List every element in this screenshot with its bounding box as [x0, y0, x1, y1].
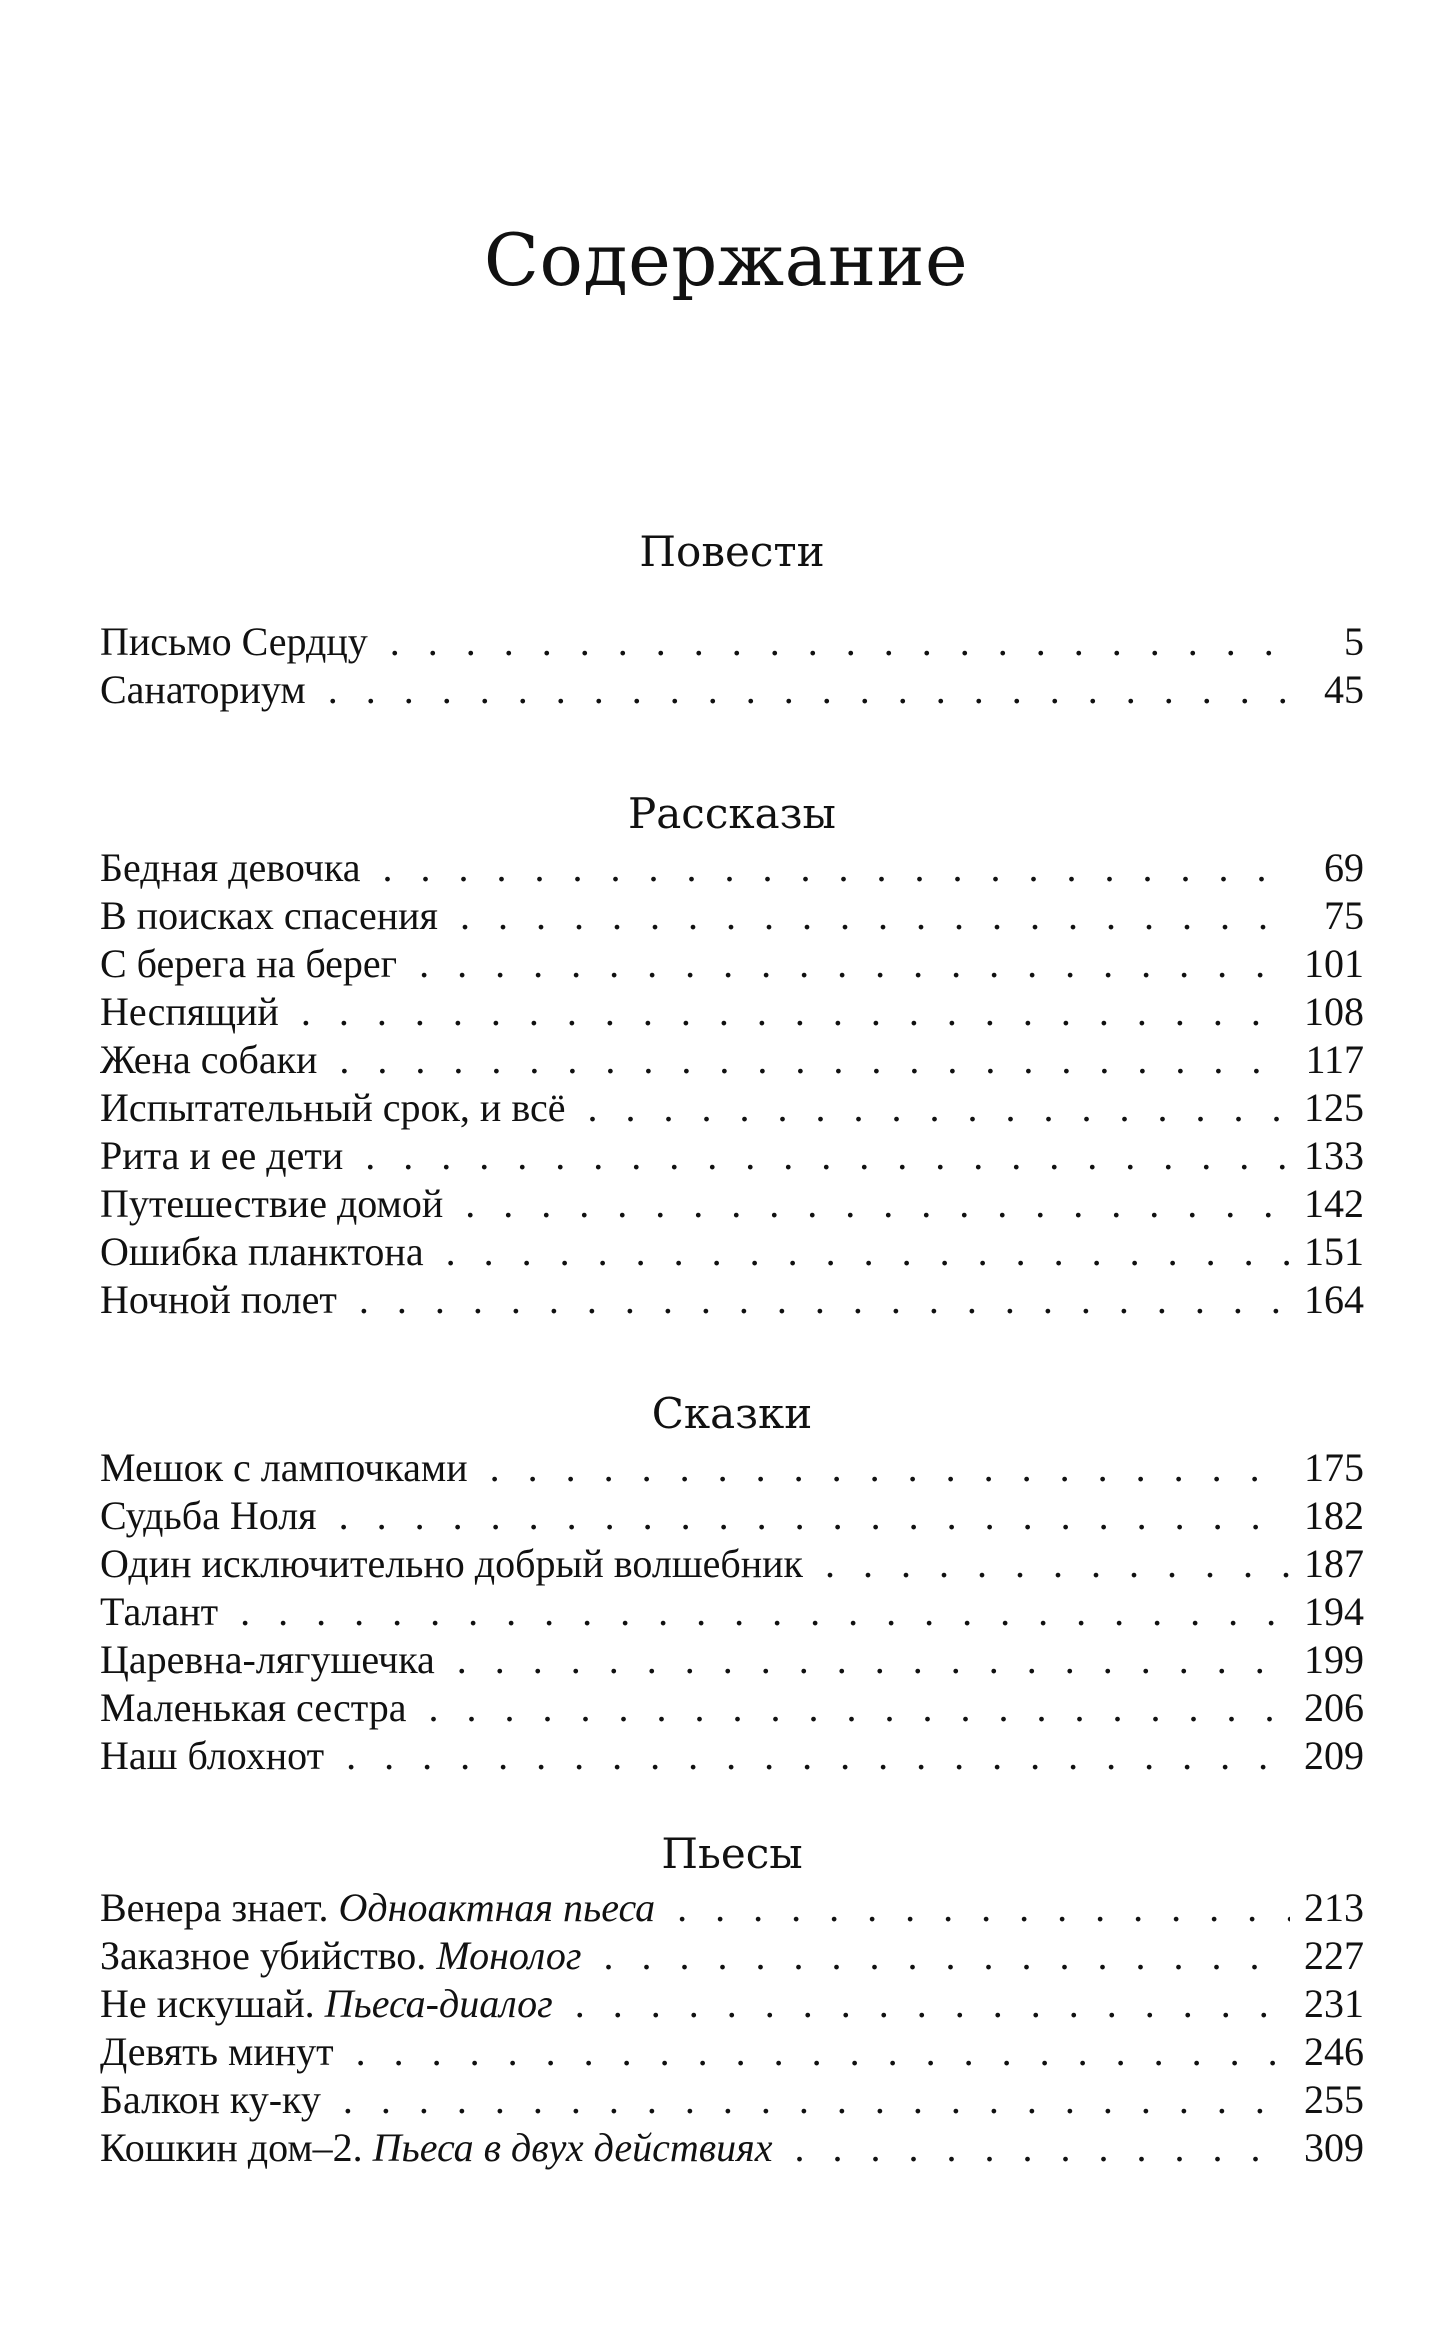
toc-entry-title-text: Балкон ку-ку: [100, 2077, 321, 2122]
toc-entry[interactable]: [100, 1684, 1364, 1732]
toc-entry-page-number: 213: [1304, 1885, 1364, 1930]
toc-entry[interactable]: [100, 618, 1364, 666]
toc-entry-title-text: Письмо Сердцу: [100, 619, 368, 664]
toc-entry-page-number: 133: [1304, 1133, 1364, 1178]
toc-entry[interactable]: [100, 2076, 1364, 2124]
toc-entry-page-number: 194: [1304, 1589, 1364, 1634]
toc-entry-title: [100, 1084, 566, 1132]
toc-entry[interactable]: [100, 1036, 1364, 1084]
toc-entry[interactable]: [100, 1276, 1364, 1324]
toc-entry-page-number: 151: [1304, 1229, 1364, 1274]
toc-entry-title: [100, 1228, 424, 1276]
dot-leader: [603, 1932, 1290, 1980]
toc-entry-title-text: Жена собаки: [100, 1037, 318, 1082]
toc-entry-title: [100, 1180, 443, 1228]
toc-entry-title: [100, 1932, 581, 1980]
toc-entry-subtitle: Пьеса в двух действиях: [372, 2125, 773, 2170]
toc-entry-title: [100, 1444, 468, 1492]
toc-entry-title: [100, 2028, 334, 2076]
toc-entry-title: [100, 940, 397, 988]
toc-entry-title: [100, 988, 279, 1036]
toc-entry-subtitle: Пьеса-диалог: [324, 1981, 553, 2026]
dot-leader: [365, 1132, 1290, 1180]
toc-entry-page-number: 101: [1304, 941, 1364, 986]
toc-entry-subtitle: Монолог: [436, 1933, 582, 1978]
toc-entry-title: [100, 1588, 218, 1636]
dot-leader: [339, 1492, 1290, 1540]
toc-list: [100, 618, 1364, 714]
toc-entry[interactable]: [100, 1180, 1364, 1228]
toc-entry[interactable]: [100, 988, 1364, 1036]
toc-entry[interactable]: [100, 2028, 1364, 2076]
dot-leader: [457, 1636, 1290, 1684]
toc-entry-title: [100, 1636, 435, 1684]
toc-entry-title: [100, 1980, 553, 2028]
dot-leader: [390, 618, 1290, 666]
toc-entry-title-text: Талант: [100, 1589, 219, 1634]
toc-entry-title-text: С берега на берег: [100, 941, 398, 986]
toc-entry-page-number: 108: [1304, 989, 1364, 1034]
dot-leader: [346, 1732, 1290, 1780]
toc-entry-title-text: Испытательный срок, и всё: [100, 1085, 566, 1130]
toc-entry-title-text: Мешок с лампочками: [100, 1445, 468, 1490]
toc-entry-page-number: 117: [1305, 1037, 1364, 1082]
toc-entry-page-number: 5: [1344, 619, 1364, 664]
toc-entry-title-text: Рита и ее дети: [100, 1133, 344, 1178]
toc-entry-title-text: В поисках спасения: [100, 893, 438, 938]
toc-entry[interactable]: [100, 1084, 1364, 1132]
toc-entry-page-number: 231: [1304, 1981, 1364, 2026]
toc-entry[interactable]: [100, 1588, 1364, 1636]
toc-entry-title-text: Кошкин дом–2.: [100, 2125, 363, 2170]
dot-leader: [490, 1444, 1290, 1492]
toc-entry-page-number: 75: [1324, 893, 1364, 938]
toc-entry-title-text: Наш блохнот: [100, 1733, 325, 1778]
toc-entry-title: [100, 1132, 343, 1180]
toc-entry-title-text: Один исключительно добрый волшебник: [100, 1541, 803, 1586]
toc-entry-title: [100, 1036, 317, 1084]
dot-leader: [428, 1684, 1290, 1732]
toc-entry[interactable]: [100, 1540, 1364, 1588]
dot-leader: [575, 1980, 1290, 2028]
page-title: Содержание: [483, 218, 969, 302]
toc-entry-page-number: 246: [1304, 2029, 1364, 2074]
toc-entry-page-number: 142: [1304, 1181, 1364, 1226]
toc-entry[interactable]: [100, 844, 1364, 892]
dot-leader: [794, 2124, 1290, 2172]
dot-leader: [419, 940, 1290, 988]
toc-entry-page-number: 164: [1304, 1277, 1364, 1322]
section-heading: Сказки: [651, 1389, 813, 1438]
toc-entry-page-number: 209: [1304, 1733, 1364, 1778]
dot-leader: [359, 1276, 1290, 1324]
toc-list: [100, 844, 1364, 1324]
toc-entry-title: [100, 1276, 337, 1324]
toc-entry-page-number: 187: [1304, 1541, 1364, 1586]
toc-entry-title: [100, 1884, 655, 1932]
dot-leader: [339, 1036, 1290, 1084]
toc-entry[interactable]: [100, 892, 1364, 940]
toc-entry[interactable]: [100, 2124, 1364, 2172]
toc-entry-page-number: 125: [1304, 1085, 1364, 1130]
dot-leader: [446, 1228, 1290, 1276]
toc-entry[interactable]: [100, 1444, 1364, 1492]
toc-entry-page-number: 206: [1304, 1685, 1364, 1730]
toc-entry[interactable]: [100, 1636, 1364, 1684]
toc-list: [100, 1444, 1364, 1780]
toc-entry-title-text: Путешествие домой: [100, 1181, 444, 1226]
toc-entry-title: [100, 618, 368, 666]
dot-leader: [825, 1540, 1290, 1588]
toc-entry-title: [100, 1540, 803, 1588]
toc-entry[interactable]: [100, 1980, 1364, 2028]
toc-entry[interactable]: [100, 1884, 1364, 1932]
dot-leader: [460, 892, 1290, 940]
toc-entry-title: [100, 2124, 772, 2172]
toc-entry-title-text: Венера знает.: [100, 1885, 329, 1930]
dot-leader: [383, 844, 1291, 892]
dot-leader: [356, 2028, 1290, 2076]
toc-entry-title-text: Девять минут: [100, 2029, 334, 2074]
toc-entry-page-number: 182: [1304, 1493, 1364, 1538]
toc-entry-title-text: Не искушай.: [100, 1981, 315, 2026]
toc-entry-title: [100, 666, 306, 714]
toc-entry-page-number: 255: [1304, 2077, 1364, 2122]
toc-entry-title: [100, 844, 361, 892]
toc-entry-title-text: Царевна-лягушечка: [100, 1637, 435, 1682]
toc-entry-title-text: Маленькая сестра: [100, 1685, 407, 1730]
section-heading: Пьесы: [661, 1829, 803, 1878]
toc-entry[interactable]: [100, 1228, 1364, 1276]
toc-entry-subtitle: Одноактная пьеса: [338, 1885, 656, 1930]
toc-entry[interactable]: [100, 1932, 1364, 1980]
toc-entry-title-text: Заказное убийство.: [100, 1933, 427, 1978]
toc-entry-page-number: 199: [1304, 1637, 1364, 1682]
toc-entry[interactable]: [100, 940, 1364, 988]
toc-entry[interactable]: [100, 1492, 1364, 1540]
toc-entry-page-number: 227: [1304, 1933, 1364, 1978]
dot-leader: [328, 666, 1290, 714]
toc-entry[interactable]: [100, 666, 1364, 714]
toc-entry-page-number: 175: [1304, 1445, 1364, 1490]
dot-leader: [677, 1884, 1290, 1932]
toc-entry-title-text: Ночной полет: [100, 1277, 337, 1322]
toc-entry-title-text: Судьба Ноля: [100, 1493, 317, 1538]
dot-leader: [301, 988, 1290, 1036]
dot-leader: [588, 1084, 1291, 1132]
toc-entry-title-text: Неспящий: [100, 989, 279, 1034]
toc-entry-title-text: Ошибка планктона: [100, 1229, 424, 1274]
toc-entry-title: [100, 892, 438, 940]
toc-entry-title: [100, 1732, 324, 1780]
section-heading: Повести: [639, 527, 825, 576]
section-heading: Рассказы: [628, 789, 836, 838]
toc-entry-page-number: 309: [1304, 2125, 1364, 2170]
toc-entry-title: [100, 2076, 321, 2124]
toc-entry-title: [100, 1684, 406, 1732]
dot-leader: [465, 1180, 1290, 1228]
toc-entry-page-number: 45: [1324, 667, 1364, 712]
toc-entry[interactable]: [100, 1732, 1364, 1780]
toc-entry-title: [100, 1492, 317, 1540]
toc-entry-page-number: 69: [1324, 845, 1364, 890]
dot-leader: [240, 1588, 1290, 1636]
toc-entry-title-text: Санаториум: [100, 667, 306, 712]
toc-list: [100, 1884, 1364, 2172]
toc-entry-title-text: Бедная девочка: [100, 845, 361, 890]
toc-entry[interactable]: [100, 1132, 1364, 1180]
dot-leader: [343, 2076, 1290, 2124]
